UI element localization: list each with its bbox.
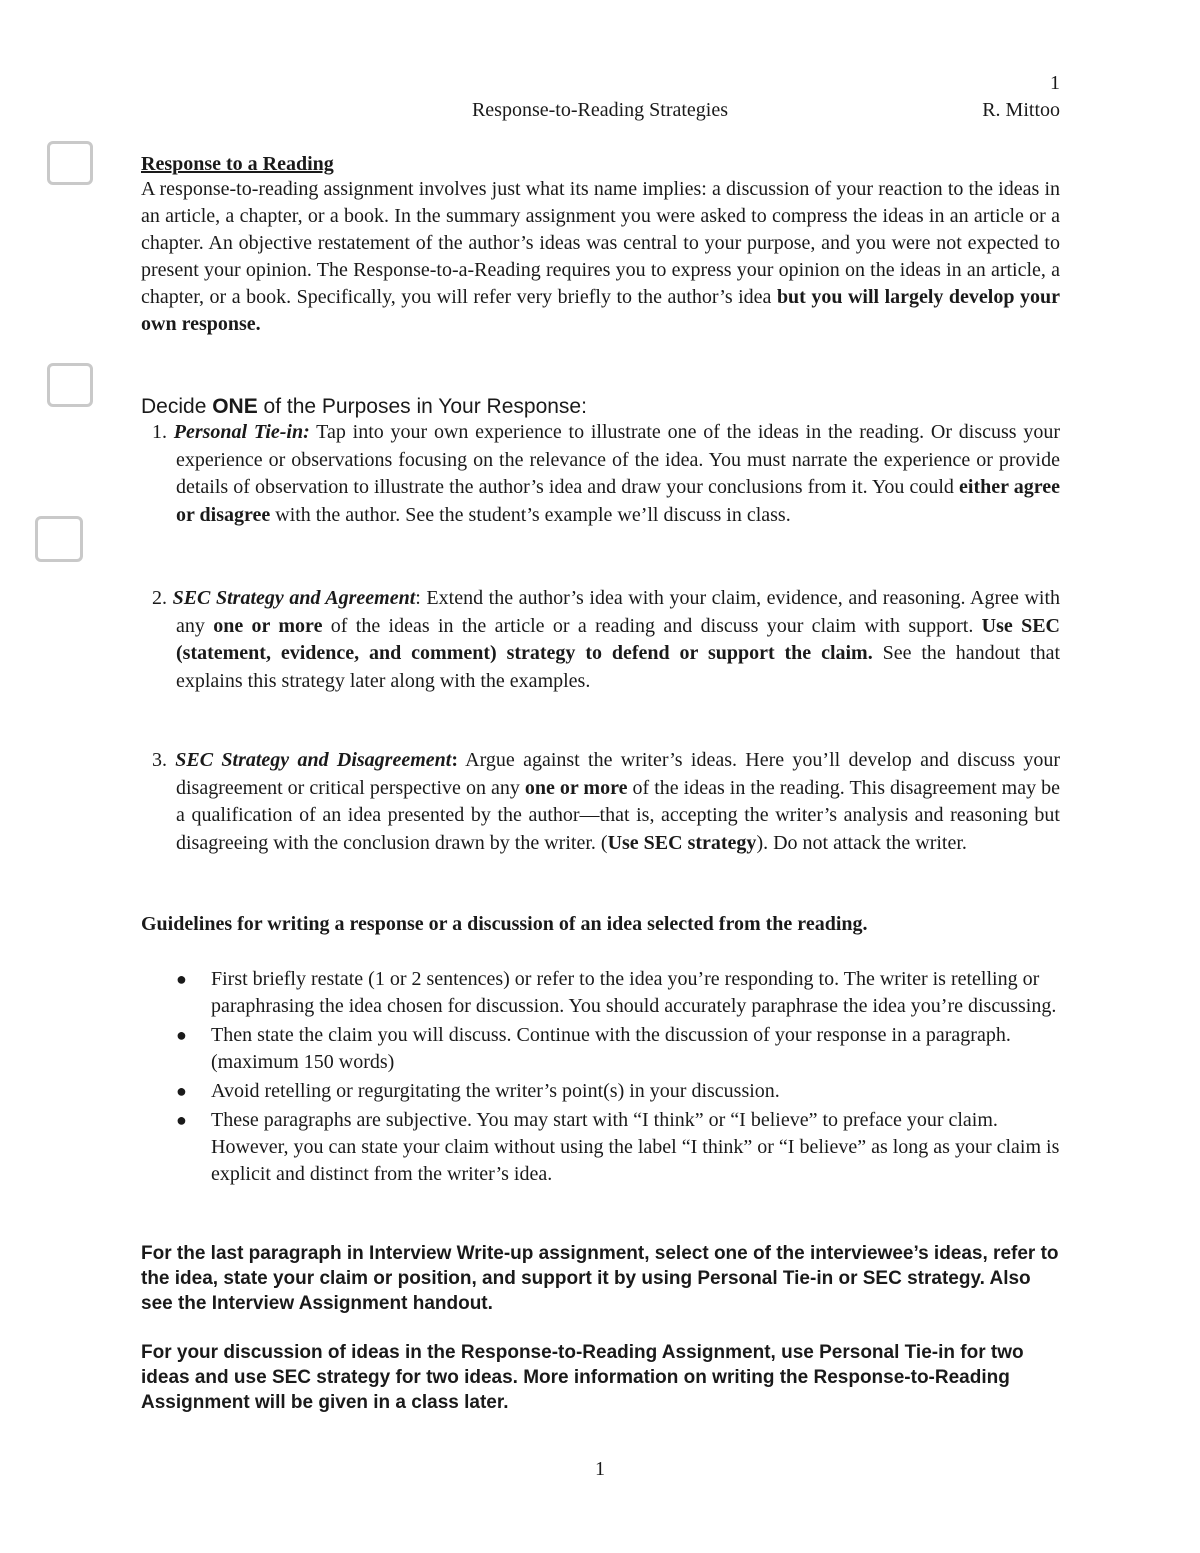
purpose-item-3-block (141, 747, 1060, 857)
response-note-block (141, 1340, 1060, 1415)
item-bold: Use SEC strategy (607, 831, 757, 854)
section-heading-response: Response to a Reading (141, 153, 334, 175)
bullet-text: Avoid retelling or regurgitating the writer’s point(s) in your discussion. (211, 1080, 780, 1102)
interview-note: For the last paragraph in Interview Write-up assignment, select one of the interviewee’s ideas, refer to the idea, state your claim or position, and support it by using Personal Tie-in or SEC strategy. Also see the Interview Assignment handout. (141, 1243, 1059, 1314)
item-label: Personal Tie-in: (173, 421, 310, 443)
item-bold: Use SEC (statement, evidence, and comment) strategy to defend or support the claim. (176, 614, 1060, 664)
bullet-icon: ● (176, 1081, 187, 1101)
bullet-icon: ● (176, 1025, 187, 1045)
purpose-item-3 (141, 747, 1060, 857)
decide-bold: ONE (212, 395, 258, 418)
guidelines-list-block (141, 966, 1060, 1188)
bullet-text: First briefly restate (1 or 2 sentences) or refer to the idea you’re responding to. The writer is retelling or paraphrasing the idea chosen for discussion. You should accurately paraphrase the idea you’re discussing. (211, 968, 1057, 1017)
purposes-heading (141, 395, 1060, 419)
item-label: SEC Strategy and Disagreement (175, 749, 452, 771)
list-item (141, 966, 1060, 1020)
item-text: : Extend the author’s idea with your claim, evidence, and reasoning. Agree with any (176, 587, 1061, 637)
response-note: For your discussion of ideas in the Response-to-Reading Assignment, use Personal Tie-in for two ideas and use SEC strategy for two ideas. More information on writing the Response-to-Reading Assignment will be given in a class later. (141, 1342, 1024, 1413)
purpose-item-1 (141, 419, 1060, 529)
intro-section (141, 153, 1060, 338)
document-header-author: R. Mittoo (982, 99, 1060, 121)
purpose-item-2 (141, 585, 1060, 695)
interview-note-block (141, 1241, 1060, 1316)
page-number-top: 1 (1050, 72, 1060, 94)
list-item (141, 1022, 1060, 1076)
item-number: 2. (152, 587, 173, 609)
guidelines-heading: Guidelines for writing a response or a discussion of an idea selected from the reading. (141, 913, 868, 935)
item-bold: either agree or disagree (176, 476, 1060, 526)
bullet-text: Then state the claim you will discuss. Continue with the discussion of your response in a paragraph. (maximum 150 words) (211, 1024, 1011, 1073)
list-item (141, 1107, 1060, 1188)
checkbox-2[interactable] (47, 363, 93, 407)
guidelines-section (141, 911, 1060, 938)
intro-paragraph (141, 176, 1060, 338)
item-bold: one or more (524, 776, 628, 799)
item-text: See the handout that explains this strategy later along with the examples. (176, 642, 1060, 692)
list-item (141, 1078, 1060, 1105)
bullet-text: These paragraphs are subjective. You may start with “I think” or “I believe” to preface your claim. However, you can state your claim without using the label “I think” or “I believe” as long as your claim is explicit and distinct from the writer’s idea. (211, 1109, 1060, 1185)
decide-pre: Decide (141, 395, 213, 418)
bullet-icon: ● (176, 969, 187, 989)
item-text: Argue against the writer’s ideas. Here you’ll develop and discuss your disagreement or critical perspective on any (176, 749, 1060, 799)
item-text: with the author. See the student’s example we’ll discuss in class. (270, 503, 791, 526)
purpose-item-2-block (141, 585, 1060, 695)
item-colon: : (451, 749, 458, 771)
intro-bold-text: but you will largely develop your own response. (141, 286, 1060, 335)
checkbox-1[interactable] (47, 141, 93, 185)
item-text: of the ideas in the article or a reading and discuss your claim with support. (322, 614, 982, 637)
item-number: 3. (152, 749, 176, 771)
guidelines-list (141, 966, 1060, 1188)
item-text: Tap into your own experience to illustrate one of the ideas in the reading. Or discuss your experience or observations focusing on the relevance of the idea. You must narrate the experience or provide details of observation to illustrate the author’s idea and draw your conclusions from it. You could (176, 421, 1061, 498)
intro-text: A response-to-reading assignment involves just what its name implies: a discussion of your reaction to the ideas in an article, a chapter, or a book. In the summary assignment you were asked to compress the ideas in an article or a chapter. An objective restatement of the author’s ideas was central to your purpose, and you were not expected to present your opinion. The Response-to-a-Reading requires you to express your opinion on the ideas in an article, a chapter, or a book. Specifically, you will refer very briefly to the author’s idea (141, 178, 1060, 308)
purposes-section (141, 395, 1060, 529)
page-number-bottom: 1 (595, 1458, 605, 1480)
document-header-title: Response-to-Reading Strategies (471, 99, 729, 121)
item-bold: one or more (213, 614, 323, 637)
item-text: ). Do not attack the writer. (756, 831, 967, 854)
decide-post: of the Purposes in Your Response: (257, 395, 587, 418)
bullet-icon: ● (176, 1110, 187, 1130)
item-number: 1. (152, 421, 174, 443)
item-label: SEC Strategy and Agreement (172, 587, 416, 609)
checkbox-3[interactable] (35, 516, 83, 562)
item-text: of the ideas in the reading. This disagreement may be a qualification of an idea presented by the author—that is, accepting the writer’s analysis and reasoning but disagreeing with the conclusion drawn by the writer. ( (176, 776, 1060, 854)
